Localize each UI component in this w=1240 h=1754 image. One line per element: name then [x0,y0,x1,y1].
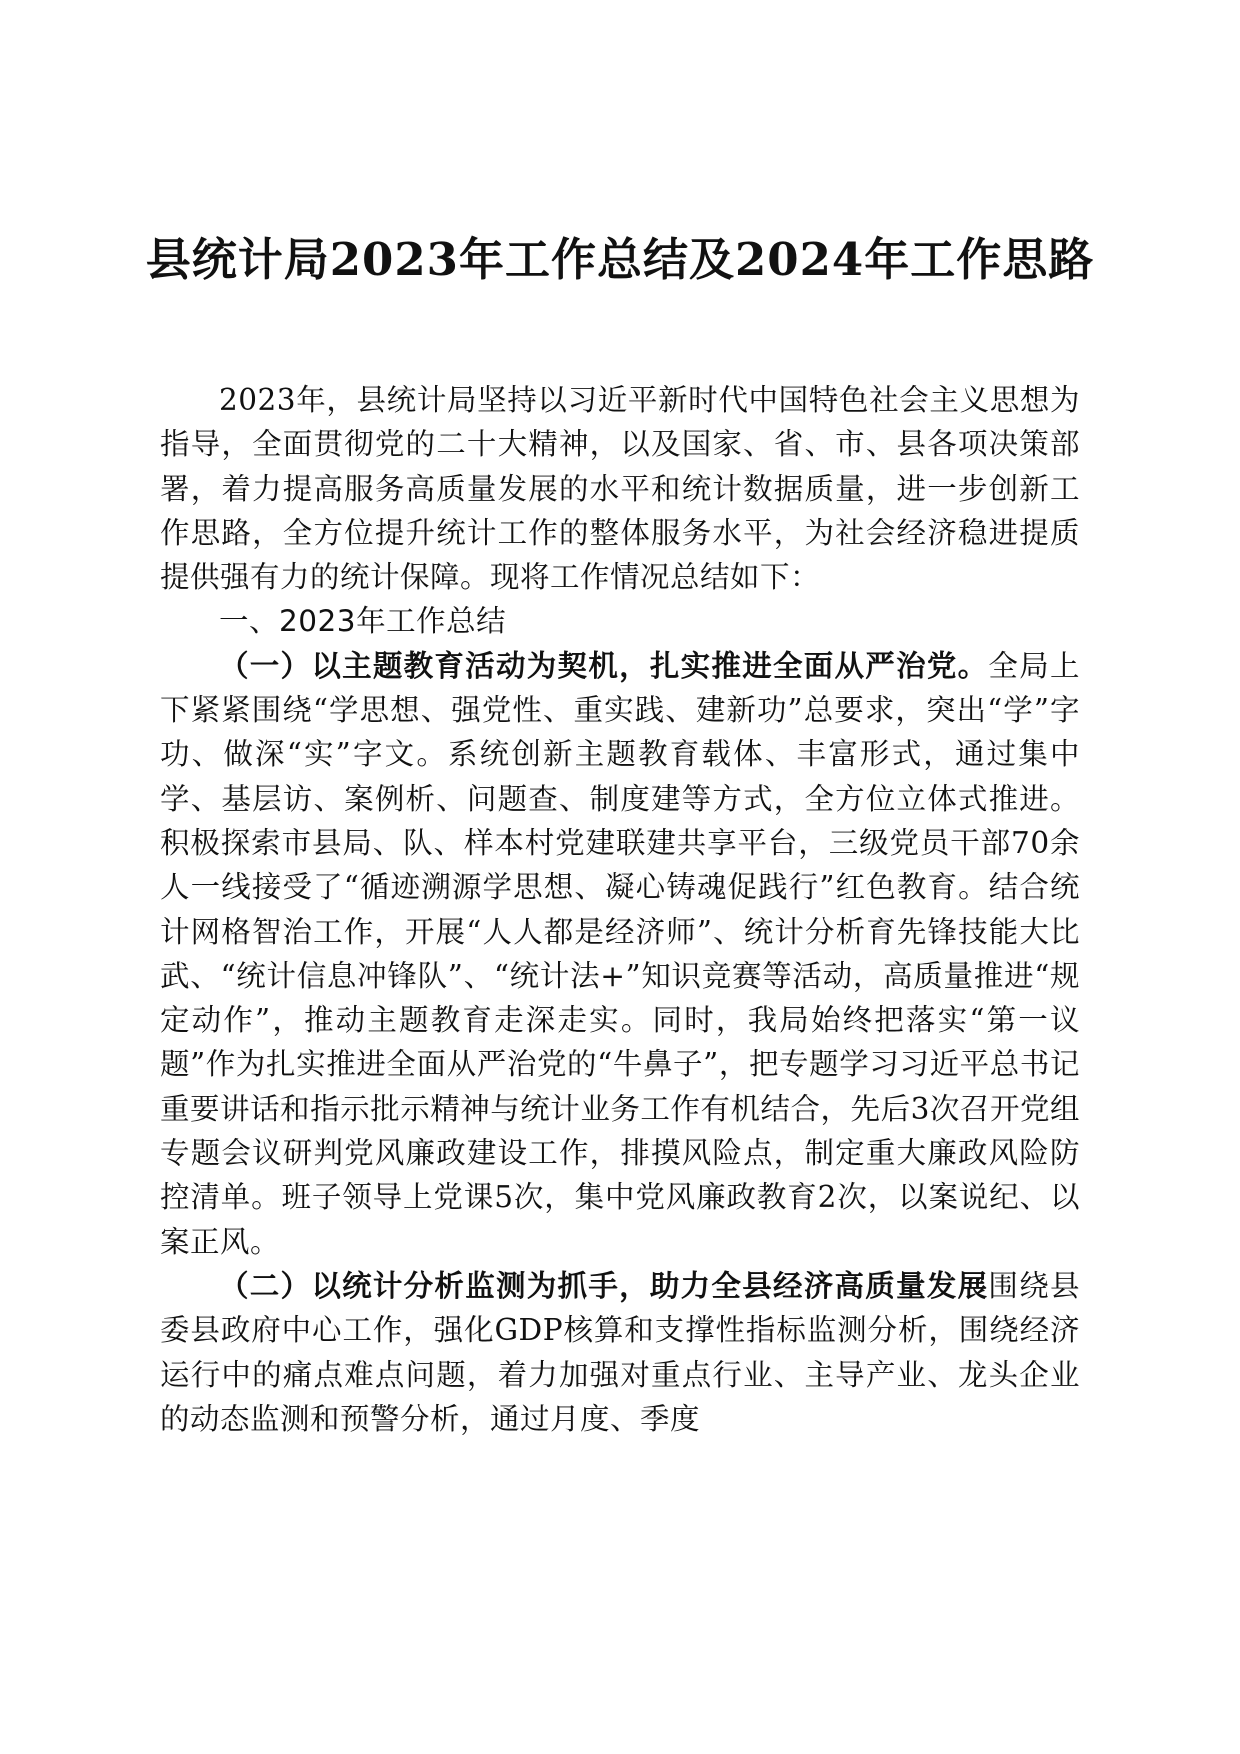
section-heading: 一、2023年工作总结 [219,604,507,639]
subsection-1-paragraph [160,644,1080,1264]
subsection-1-text: 全局上下紧紧围绕“学思想、强党性、重实践、建新功”总要求，突出“学”字功、做深“实”字文。系统创新主题教育载体、丰富形式，通过集中学、基层访、案例析、问题查、制度建等方式，全方位立体式推进。积极探索市县局、队、样本村党建联建共享平台，三级党员干部70余人一线接受了“循迹溯源学思想、凝心铸魂促践行”红色教育。结合统计网格智治工作，开展“人人都是经济师”、统计分析育先锋技能大比武、“统计信息冲锋队”、“统计法+”知识竞赛等活动，高质量推进“规定动作”，推动主题教育走深走实。同时，我局始终把落实“第一议题”作为扎实推进全面从严治党的“牛鼻子”，把专题学习习近平总书记重要讲话和指示批示精神与统计业务工作有机结合，先后3次召开党组专题会议研判党风廉政建设工作，排摸风险点，制定重大廉政风险防控清单。班子领导上党课5次，集中党风廉政教育2次，以案说纪、以案正风。 [160,648,1080,1259]
subsection-2-text: 围绕县委县政府中心工作，强化GDP核算和支撑性指标监测分析，围绕经济运行中的痛点难点问题，着力加强对重点行业、主导产业、龙头企业的动态监测和预警分析，通过月度、季度 [160,1268,1080,1436]
subsection-2-paragraph [160,1264,1080,1441]
document-title: 县统计局2023年工作总结及2024年工作思路 [145,233,1095,286]
subsection-1-heading: （一）以主题教育活动为契机，扎实推进全面从严治党。 [219,647,989,683]
document-body [160,378,1080,1441]
intro-paragraph: 2023年，县统计局坚持以习近平新时代中国特色社会主义思想为指导，全面贯彻党的二十大精神，以及国家、省、市、县各项决策部署，着力提高服务高质量发展的水平和统计数据质量，进一步创新工作思路，全方位提升统计工作的整体服务水平，为社会经济稳进提质提供强有力的统计保障。现将工作情况总结如下： [160,383,1080,595]
subsection-2-heading: （二）以统计分析监测为抓手，助力全县经济高质量发展 [219,1267,989,1303]
